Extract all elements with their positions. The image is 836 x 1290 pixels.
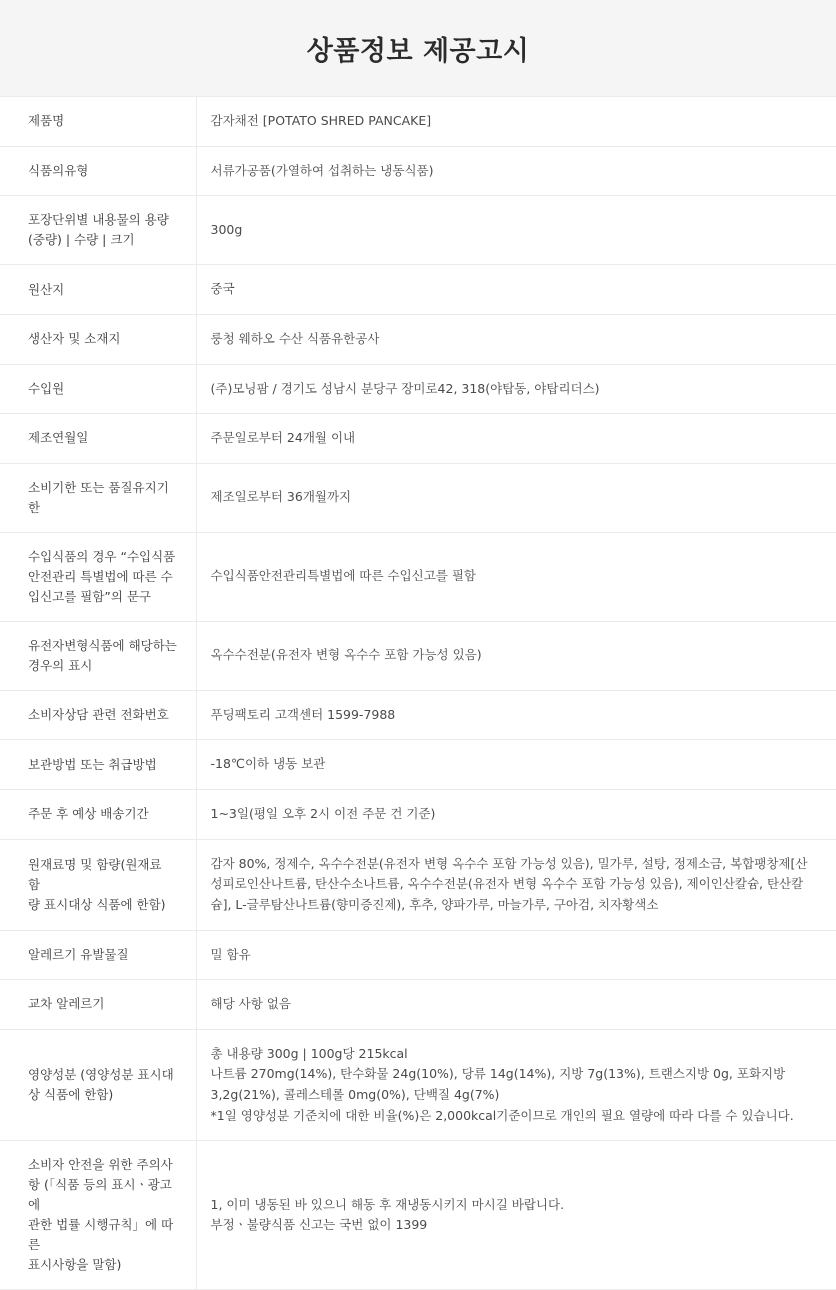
row-label: 보관방법 또는 취급방법 [0, 740, 196, 790]
row-value: 수입식품안전관리특별법에 따른 수입신고를 필함 [196, 532, 836, 621]
product-info-table [0, 96, 836, 1290]
row-value: 300g [196, 196, 836, 265]
row-value: -18℃이하 냉동 보관 [196, 740, 836, 790]
row-value: 총 내용량 300g | 100g당 215kcal 나트륨 270mg(14%), 탄수화물 24g(10%), 당류 14g(14%), 지방 7g(13%), 트랜스지방 0g, 포화지방 3,2g(21%), 콜레스테롤 0mg(0%), 단백질 4g(7%) *1일 영양성분 기준치에 대한 비율(%)은 2,000kcal기준이므로 개인의 필요 열량에 따라 다를 수 있습니다. [196, 1029, 836, 1141]
table-row [0, 980, 836, 1030]
row-label: 생산자 및 소재지 [0, 314, 196, 364]
row-label: 원재료명 및 함량(원재료 함 량 표시대상 식품에 한함) [0, 839, 196, 930]
row-label: 알레르기 유발물질 [0, 930, 196, 980]
row-label: 소비기한 또는 품질유지기한 [0, 463, 196, 532]
table-row [0, 146, 836, 196]
table-row [0, 930, 836, 980]
table-row [0, 414, 836, 464]
row-value: 서류가공품(가열하여 섭취하는 냉동식품) [196, 146, 836, 196]
row-label: 유전자변형식품에 해당하는 경우의 표시 [0, 621, 196, 690]
table-row [0, 463, 836, 532]
page-header [0, 0, 836, 96]
row-label: 교차 알레르기 [0, 980, 196, 1030]
row-value: 제조일로부터 36개월까지 [196, 463, 836, 532]
row-value: 1, 이미 냉동된 바 있으니 해동 후 재냉동시키지 마시길 바랍니다. 부정ㆍ불량식품 신고는 국번 없이 1399 [196, 1141, 836, 1290]
table-row [0, 265, 836, 315]
row-label: 영양성분 (영양성분 표시대 상 식품에 한함) [0, 1029, 196, 1141]
row-value: (주)모닝팜 / 경기도 성남시 분당구 장미로42, 318(야탑동, 야탑리더스) [196, 364, 836, 414]
row-value: 중국 [196, 265, 836, 315]
table-row [0, 740, 836, 790]
row-label: 주문 후 예상 배송기간 [0, 790, 196, 840]
row-label: 수입원 [0, 364, 196, 414]
table-row [0, 97, 836, 147]
row-value: 1~3일(평일 오후 2시 이전 주문 건 기준) [196, 790, 836, 840]
row-label: 수입식품의 경우 “수입식품 안전관리 특별법에 따른 수 입신고를 필함”의 문구 [0, 532, 196, 621]
row-value: 푸딩팩토리 고객센터 1599-7988 [196, 690, 836, 740]
row-label: 소비자상담 관련 전화번호 [0, 690, 196, 740]
table-row [0, 690, 836, 740]
row-value: 주문일로부터 24개월 이내 [196, 414, 836, 464]
table-row [0, 1141, 836, 1290]
table-row [0, 790, 836, 840]
product-info-table-body [0, 97, 836, 1290]
table-row [0, 314, 836, 364]
table-row [0, 364, 836, 414]
row-label: 원산지 [0, 265, 196, 315]
row-value: 밀 함유 [196, 930, 836, 980]
row-label: 제조연월일 [0, 414, 196, 464]
table-row [0, 196, 836, 265]
row-label: 소비자 안전을 위한 주의사 항 (「식품 등의 표시ㆍ광고에 관한 법률 시행규칙」에 따른 표시사항을 말함) [0, 1141, 196, 1290]
row-label: 제품명 [0, 97, 196, 147]
row-label: 포장단위별 내용물의 용량 (중량) | 수량 | 크기 [0, 196, 196, 265]
page-title: 상품정보 제공고시 [306, 35, 530, 67]
row-label: 식품의유형 [0, 146, 196, 196]
table-row [0, 1029, 836, 1141]
table-row [0, 839, 836, 930]
table-row [0, 532, 836, 621]
row-value: 해당 사항 없음 [196, 980, 836, 1030]
row-value: 감자 80%, 정제수, 옥수수전분(유전자 변형 옥수수 포함 가능성 있음), 밀가루, 설탕, 정제소금, 복합팽창제[산성피로인산나트륨, 탄산수소나트륨, 옥수수전분(유전자 변형 옥수수 포함 가능성 있음), 제이인산칼슘, 탄산칼슘], L-글루탐산나트륨(향미증진제), 후추, 양파가루, 마늘가루, 구아검, 치자황색소 [196, 839, 836, 930]
row-value: 감자채전 [POTATO SHRED PANCAKE] [196, 97, 836, 147]
table-row [0, 621, 836, 690]
row-value: 룽청 웨하오 수산 식품유한공사 [196, 314, 836, 364]
row-value: 옥수수전분(유전자 변형 옥수수 포함 가능성 있음) [196, 621, 836, 690]
